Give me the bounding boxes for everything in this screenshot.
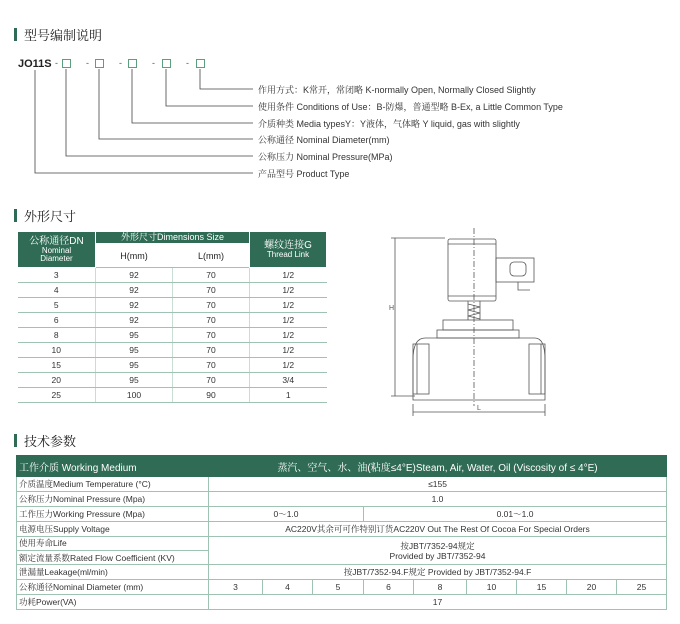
life-label: 使用寿命Life — [19, 538, 67, 548]
dn-value-cell: 6 — [364, 580, 414, 595]
temp-value: ≤155 — [209, 477, 667, 492]
thread-cell: 1/2 — [250, 283, 327, 298]
dn-value-cell: 25 — [617, 580, 667, 595]
code-desc-diameter: 公称通径 Nominal Diameter(mm) — [258, 135, 390, 145]
l-cell: 70 — [173, 343, 250, 358]
code-dash: - — [55, 58, 58, 68]
dn-cell: 5 — [18, 298, 96, 313]
dn-value-cell: 15 — [517, 580, 567, 595]
tech-row-life — [17, 537, 667, 565]
tech-row-voltage — [17, 522, 667, 537]
thread-cell: 1/2 — [250, 328, 327, 343]
l-cell: 90 — [173, 388, 250, 403]
h-cell: 95 — [96, 328, 173, 343]
tech-row-leakage — [17, 565, 667, 580]
model-code-title: 型号编制说明 — [24, 28, 103, 43]
dimension-row — [18, 358, 327, 373]
col-nominal-diameter-header — [18, 232, 96, 268]
life-value-en: Provided by JBT/7352-94 — [389, 550, 486, 561]
dn-cell: 4 — [18, 283, 96, 298]
col1-en2: Diameter — [40, 254, 73, 263]
dn-cell: 6 — [18, 313, 96, 328]
thread-cell: 3/4 — [250, 373, 327, 388]
dn-label: 公称通径Nominal Diameter (mm) — [17, 580, 209, 595]
model-code-diagram — [0, 50, 680, 190]
code-desc-media: 介质种类 Media typesY：Y液体，气体略 Y liquid, gas with slightly — [258, 119, 520, 129]
tech-params-title: 技术参数 — [24, 434, 77, 449]
tech-row-working-pressure — [17, 507, 667, 522]
h-cell: 92 — [96, 283, 173, 298]
medium-label: 工作介质 Working Medium — [17, 456, 209, 477]
medium-value: 蒸汽、空气、水、油(粘度≤4°E)Steam, Air, Water, Oil (Viscosity of ≤ 4°E) — [209, 456, 667, 477]
dimension-row — [18, 373, 327, 388]
wpress-value-2: 0.01～1.0 — [364, 507, 667, 522]
h-cell: 92 — [96, 313, 173, 328]
temp-label: 介质温度Medium Temperature (°C) — [17, 477, 209, 492]
power-label: 功耗Power(VA) — [17, 595, 209, 610]
col4-cn: 螺纹连接G — [264, 240, 312, 251]
heading-marker — [14, 28, 17, 41]
dimension-row — [18, 343, 327, 358]
code-desc-pressure: 公称压力 Nominal Pressure(MPa) — [258, 152, 393, 162]
h-cell: 95 — [96, 358, 173, 373]
thread-cell: 1/2 — [250, 343, 327, 358]
h-cell: 95 — [96, 343, 173, 358]
tech-row-power — [17, 595, 667, 610]
dimension-row — [18, 298, 327, 313]
col-l-header: L(mm) — [173, 244, 250, 268]
dimensions-heading — [14, 206, 76, 225]
dn-cell: 15 — [18, 358, 96, 373]
volt-value: AC220V其余可可作特别订货AC220V Out The Rest Of Cocoa For Special Orders — [209, 522, 667, 537]
dn-value-cell: 8 — [414, 580, 467, 595]
wpress-label: 工作压力Working Pressure (Mpa) — [17, 507, 209, 522]
dn-cell: 3 — [18, 268, 96, 283]
h-dimension-label: H — [389, 305, 395, 312]
model-prefix: JO11S — [18, 58, 52, 70]
dimension-row — [18, 388, 327, 403]
code-dash: - — [86, 58, 89, 68]
life-coef-label — [17, 537, 209, 565]
code-desc-conditions: 使用条件 Conditions of Use：B-防爆，普通型略 B-Ex, a Little Common Type — [258, 102, 563, 112]
life-value — [209, 537, 667, 565]
l-cell: 70 — [173, 298, 250, 313]
dn-cell: 10 — [18, 343, 96, 358]
tech-params-heading — [14, 431, 76, 450]
life-value-cn: 按JBT/7352-94规定 — [400, 540, 475, 551]
code-dash: - — [119, 58, 122, 68]
heading-marker — [14, 209, 17, 222]
power-value: 17 — [209, 595, 667, 610]
col-thread-header — [250, 232, 327, 268]
dn-value-cell: 5 — [313, 580, 364, 595]
leak-value: 按JBT/7352-94.F规定 Provided by JBT/7352-94.F — [209, 565, 667, 580]
h-cell: 92 — [96, 298, 173, 313]
coef-label: 额定流量系数Rated Flow Coefficient (KV) — [17, 550, 208, 563]
dn-value-cell: 20 — [567, 580, 617, 595]
tech-row-nominal-pressure — [17, 492, 667, 507]
l-cell: 70 — [173, 283, 250, 298]
h-cell: 100 — [96, 388, 173, 403]
valve-drawing — [385, 220, 575, 420]
wpress-value-1: 0～1.0 — [209, 507, 364, 522]
code-desc-action: 作用方式：K常开，常闭略 K-normally Open, Normally Closed Slightly — [258, 85, 536, 95]
code-dash: - — [152, 58, 155, 68]
col1-cn: 公称通径DN — [29, 236, 84, 247]
dimension-row — [18, 313, 327, 328]
dimensions-title: 外形尺寸 — [24, 209, 77, 224]
model-code-heading — [14, 25, 102, 44]
dimension-row — [18, 328, 327, 343]
thread-cell: 1/2 — [250, 313, 327, 328]
tech-row-nominal-diameter — [17, 580, 667, 595]
dn-value-cell: 10 — [467, 580, 517, 595]
thread-cell: 1 — [250, 388, 327, 403]
l-dimension-label: L — [477, 405, 481, 412]
dimension-table — [17, 231, 327, 403]
volt-label: 电源电压Supply Voltage — [17, 522, 209, 537]
l-cell: 70 — [173, 313, 250, 328]
l-cell: 70 — [173, 358, 250, 373]
dn-cell: 8 — [18, 328, 96, 343]
h-cell: 92 — [96, 268, 173, 283]
col-h-header: H(mm) — [96, 244, 173, 268]
leak-label: 泄漏量Leakage(ml/min) — [17, 565, 209, 580]
l-cell: 70 — [173, 328, 250, 343]
thread-cell: 1/2 — [250, 358, 327, 373]
dimension-row — [18, 268, 327, 283]
h-cell: 95 — [96, 373, 173, 388]
dn-cell: 20 — [18, 373, 96, 388]
dn-value-cell: 4 — [263, 580, 313, 595]
npress-label: 公称压力Nominal Pressure (Mpa) — [17, 492, 209, 507]
thread-cell: 1/2 — [250, 298, 327, 313]
col1-en1: Nominal — [41, 246, 72, 255]
col-dimensions-header: 外形尺寸Dimensions Size — [96, 232, 250, 244]
l-cell: 70 — [173, 373, 250, 388]
col4-en: Thread Link — [266, 250, 310, 259]
dn-cell: 25 — [18, 388, 96, 403]
code-desc-product: 产品型号 Product Type — [258, 169, 350, 179]
tech-row-medium — [17, 456, 667, 477]
tech-row-temperature — [17, 477, 667, 492]
dimension-row — [18, 283, 327, 298]
tech-params-table — [16, 455, 667, 610]
dn-value-cell: 3 — [209, 580, 263, 595]
thread-cell: 1/2 — [250, 268, 327, 283]
code-dash: - — [186, 58, 189, 68]
l-cell: 70 — [173, 268, 250, 283]
npress-value: 1.0 — [209, 492, 667, 507]
heading-marker — [14, 434, 17, 447]
